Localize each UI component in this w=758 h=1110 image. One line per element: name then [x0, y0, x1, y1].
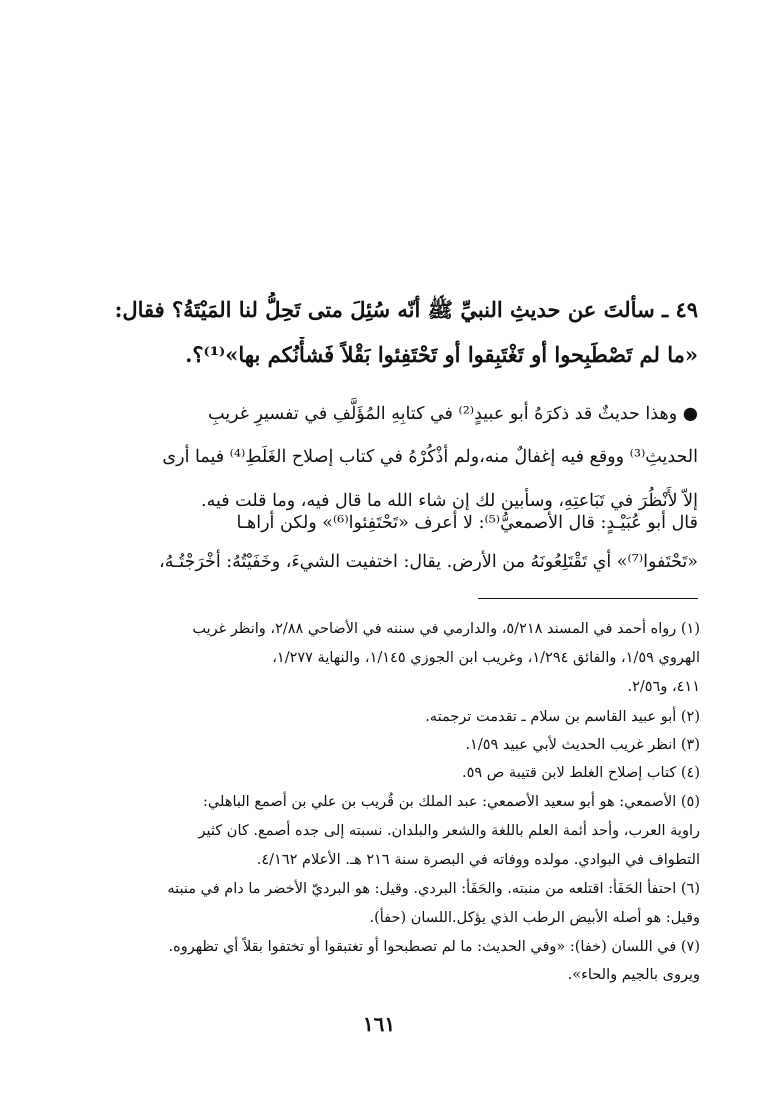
paragraph-1-line-3: إلاّ لأَنْظُرَ في تَبَاعتِهِ، وسأبين لك إن شاء الله ما قال فيه، وما قلت فيه. — [201, 491, 698, 511]
footnote-4: (٤) كتاب إصلاح الغلط لابن قتيبة ص ٥٩. — [462, 765, 700, 781]
footnote-2: (٢) أبو عبيد القاسم بن سلام ـ تقدمت ترجمته. — [425, 709, 700, 725]
paragraph-2-line-2: «تَحْتَفوا⁽⁷⁾» أي تَقْتَلِعُونَهُ من الأرض. يقال: اختفيت الشيءَ، وخَفَيْتُهُ: أخْرَجْتُـهُ، — [159, 552, 698, 572]
footnote-6-line-2: وقيل: هو أصله الأبيض الرطب الذي يؤكل.اللسان (حفأ). — [369, 910, 700, 926]
footnote-1-line-3: ٤١١، و٢/٥٦. — [627, 679, 700, 695]
footnote-1-line-2: الهروي ١/٥٩، والفائق ١/٢٩٤، وغريب ابن الجوزي ١/١٤٥، والنهاية ١/٢٧٧، — [272, 650, 700, 666]
footnote-6-line-1: (٦) احتفأ الحَفَأ: اقتلعه من منبته. والحَفَأ: البردي. وقيل: هو البرديّ الأخضر ما دام في منبته — [167, 881, 700, 897]
footnote-7-line-2: ويروى بالجيم والحاء». — [567, 967, 700, 983]
footnote-1-line-1: (١) رواه أحمد في المسند ٥/٢١٨، والدارمي في سننه في الأضاحي ٢/٨٨، وانظر غريب — [192, 621, 700, 637]
page-number: ١٦١ — [362, 1012, 396, 1036]
footnote-5-line-3: التطواف في البوادي. مولده ووفاته في البصرة سنة ٢١٦ هـ. الأعلام ٤/١٦٢. — [256, 852, 700, 868]
paragraph-1-line-2: الحديثِ⁽³⁾ ووقع فيه إغفالٌ منه،ولم أذْكُرْهُ في كتاب إصلاح الغَلَطِ⁽⁴⁾ فيما أرى — [162, 447, 698, 467]
footnote-separator — [478, 598, 698, 599]
footnote-7-line-1: (٧) في اللسان (خفا): «وفي الحديث: ما لم تصطبحوا أو تغتبقوا أو تختفوا بقلاً أي تظهروه. — [168, 939, 700, 955]
question-heading-line-2: «ما لم تَصْطَبِحوا أو تَغْتَبِقوا أو تَحْتَفِئوا بَقْلاً فَشأْنُكم بها»⁽¹⁾؟. — [185, 342, 698, 367]
paragraph-1-line-1: ● وهذا حديثٌ قد ذكرَهُ أبو عبيدٍ⁽²⁾ في كتابِهِ المُؤَلَّفِ في تفسيرِ غريبِ — [208, 404, 698, 424]
footnote-5-line-1: (٥) الأصمعي: هو أبو سعيد الأصمعي: عبد الملك بن قُريب بن علي بن أصمع الباهلي: — [203, 794, 700, 810]
footnote-5-line-2: راوية العرب، وأحد أئمة العلم باللغة والشعر والبلدان. نسبته إلى جده أصمع. كان كثير — [198, 823, 700, 839]
question-heading-line-1: ٤٩ ـ سألتَ عن حديثِ النبيِّ ﷺ أنّه سُئِلَ متى تَحِلُّ لنا المَيْتَةُ؟ فقال: — [114, 297, 698, 322]
footnote-3: (٣) انظر غريب الحديث لأبي عبيد ١/٥٩. — [465, 737, 700, 753]
paragraph-2-line-1: قال أبو عُبَيْـدٍ: قال الأصمعيُّ⁽⁵⁾: لا أعرف «تَحْتَفِئوا⁽⁶⁾» ولكن أراهـا — [236, 513, 698, 533]
